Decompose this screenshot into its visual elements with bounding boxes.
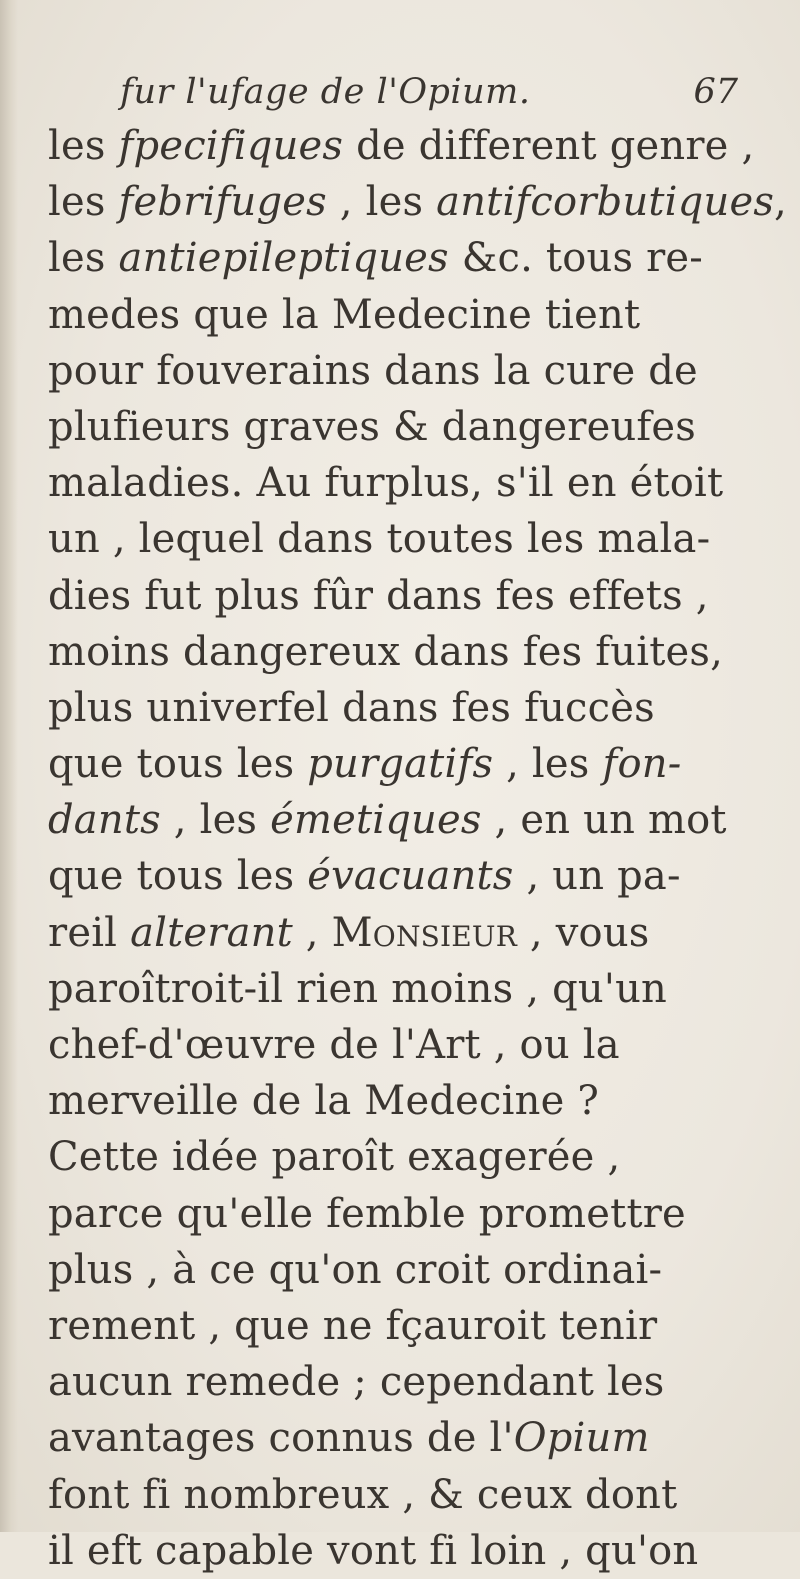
text-line bbox=[48, 568, 768, 624]
text-line bbox=[48, 1186, 768, 1242]
text-segment: avantages connus de l' bbox=[48, 1415, 514, 1462]
text-segment: un , lequel dans toutes les mala- bbox=[48, 516, 711, 563]
text-segment: font fi nombreux , & ceux dont bbox=[48, 1471, 678, 1518]
text-segment: les bbox=[48, 235, 119, 282]
italic-term: Opium bbox=[513, 1415, 650, 1462]
text-line bbox=[48, 680, 768, 736]
page-header bbox=[120, 72, 740, 122]
text-line bbox=[48, 1410, 768, 1466]
italic-term: émetiques bbox=[270, 797, 482, 844]
text-segment: de different genre , bbox=[343, 123, 755, 169]
italic-term: antifcorbutiques bbox=[436, 179, 775, 226]
text-line bbox=[48, 736, 768, 792]
text-segment: , les bbox=[326, 179, 437, 226]
text-segment: les bbox=[48, 123, 119, 169]
text-line bbox=[48, 905, 768, 961]
text-segment: parce qu'elle femble promettre bbox=[48, 1190, 686, 1237]
text-line bbox=[48, 511, 768, 567]
text-line bbox=[48, 1523, 768, 1579]
text-line bbox=[48, 174, 787, 230]
italic-term: fpecifiques bbox=[118, 123, 344, 169]
text-segment: que tous les bbox=[48, 853, 308, 900]
text-line bbox=[48, 1129, 768, 1185]
italic-term: antiepileptiques bbox=[118, 235, 449, 282]
italic-term: alterant bbox=[130, 909, 293, 956]
text-segment: les bbox=[48, 179, 119, 226]
italic-term: dants bbox=[48, 797, 161, 844]
text-segment: medes que la Medecine tient bbox=[48, 291, 641, 338]
running-title: fur l'ufage de l'Opium. bbox=[120, 72, 531, 112]
page-gutter-shadow bbox=[0, 0, 18, 1532]
text-segment: , bbox=[292, 909, 332, 956]
text-segment: , les bbox=[160, 797, 271, 844]
text-segment: &c. tous re- bbox=[448, 235, 704, 282]
text-line bbox=[48, 1017, 768, 1073]
page-number: 67 bbox=[693, 72, 738, 112]
body-text bbox=[48, 118, 787, 1579]
text-segment: que tous les bbox=[48, 741, 308, 788]
text-segment: rement , que ne fçauroit tenir bbox=[48, 1302, 658, 1349]
text-line bbox=[48, 1298, 768, 1354]
text-line bbox=[48, 1354, 768, 1410]
text-line bbox=[48, 1073, 768, 1129]
text-segment: , en un mot bbox=[481, 797, 727, 844]
text-line bbox=[48, 961, 768, 1017]
text-line bbox=[48, 848, 768, 904]
text-segment: aucun remede ; cependant les bbox=[48, 1359, 665, 1406]
text-segment: reil bbox=[48, 909, 131, 956]
text-line bbox=[48, 230, 768, 286]
text-line bbox=[48, 287, 768, 343]
text-segment: il eft capable vont fi loin , qu'on bbox=[48, 1527, 699, 1574]
text-line bbox=[48, 792, 768, 848]
italic-term: évacuants bbox=[307, 853, 514, 900]
text-line bbox=[48, 343, 768, 399]
text-segment: , un pa- bbox=[513, 853, 681, 900]
text-segment: chef-d'œuvre de l'Art , ou la bbox=[48, 1022, 620, 1068]
text-line bbox=[48, 399, 768, 455]
italic-term: purgatifs bbox=[307, 741, 494, 788]
italic-term: fon- bbox=[602, 741, 682, 788]
text-segment: plufieurs graves & dangereufes bbox=[48, 403, 697, 450]
text-segment: plus univerfel dans fes fuccès bbox=[48, 684, 655, 731]
text-segment: moins dangereux dans fes fuites, bbox=[48, 628, 724, 675]
text-segment: merveille de la Medecine ? bbox=[48, 1078, 600, 1125]
text-line bbox=[48, 1242, 768, 1298]
text-segment: , bbox=[774, 179, 787, 226]
text-line bbox=[48, 118, 768, 174]
text-segment: plus , à ce qu'on croit ordinai- bbox=[48, 1246, 663, 1293]
text-segment: Cette idée paroît exagerée , bbox=[48, 1134, 621, 1181]
text-line bbox=[48, 1467, 768, 1523]
italic-term: febrifuges bbox=[118, 179, 327, 226]
text-line bbox=[48, 624, 768, 680]
text-segment: pour fouverains dans la cure de bbox=[48, 347, 698, 394]
text-segment: maladies. Au furplus, s'il en étoit bbox=[48, 460, 724, 507]
text-segment: paroîtroit-il rien moins , qu'un bbox=[48, 965, 667, 1012]
text-segment: , vous bbox=[517, 909, 650, 956]
small-caps-term: Monsieur bbox=[331, 909, 518, 956]
text-segment: dies fut plus fûr dans fes effets , bbox=[48, 572, 709, 619]
text-line bbox=[48, 455, 768, 511]
text-segment: , les bbox=[493, 741, 603, 788]
